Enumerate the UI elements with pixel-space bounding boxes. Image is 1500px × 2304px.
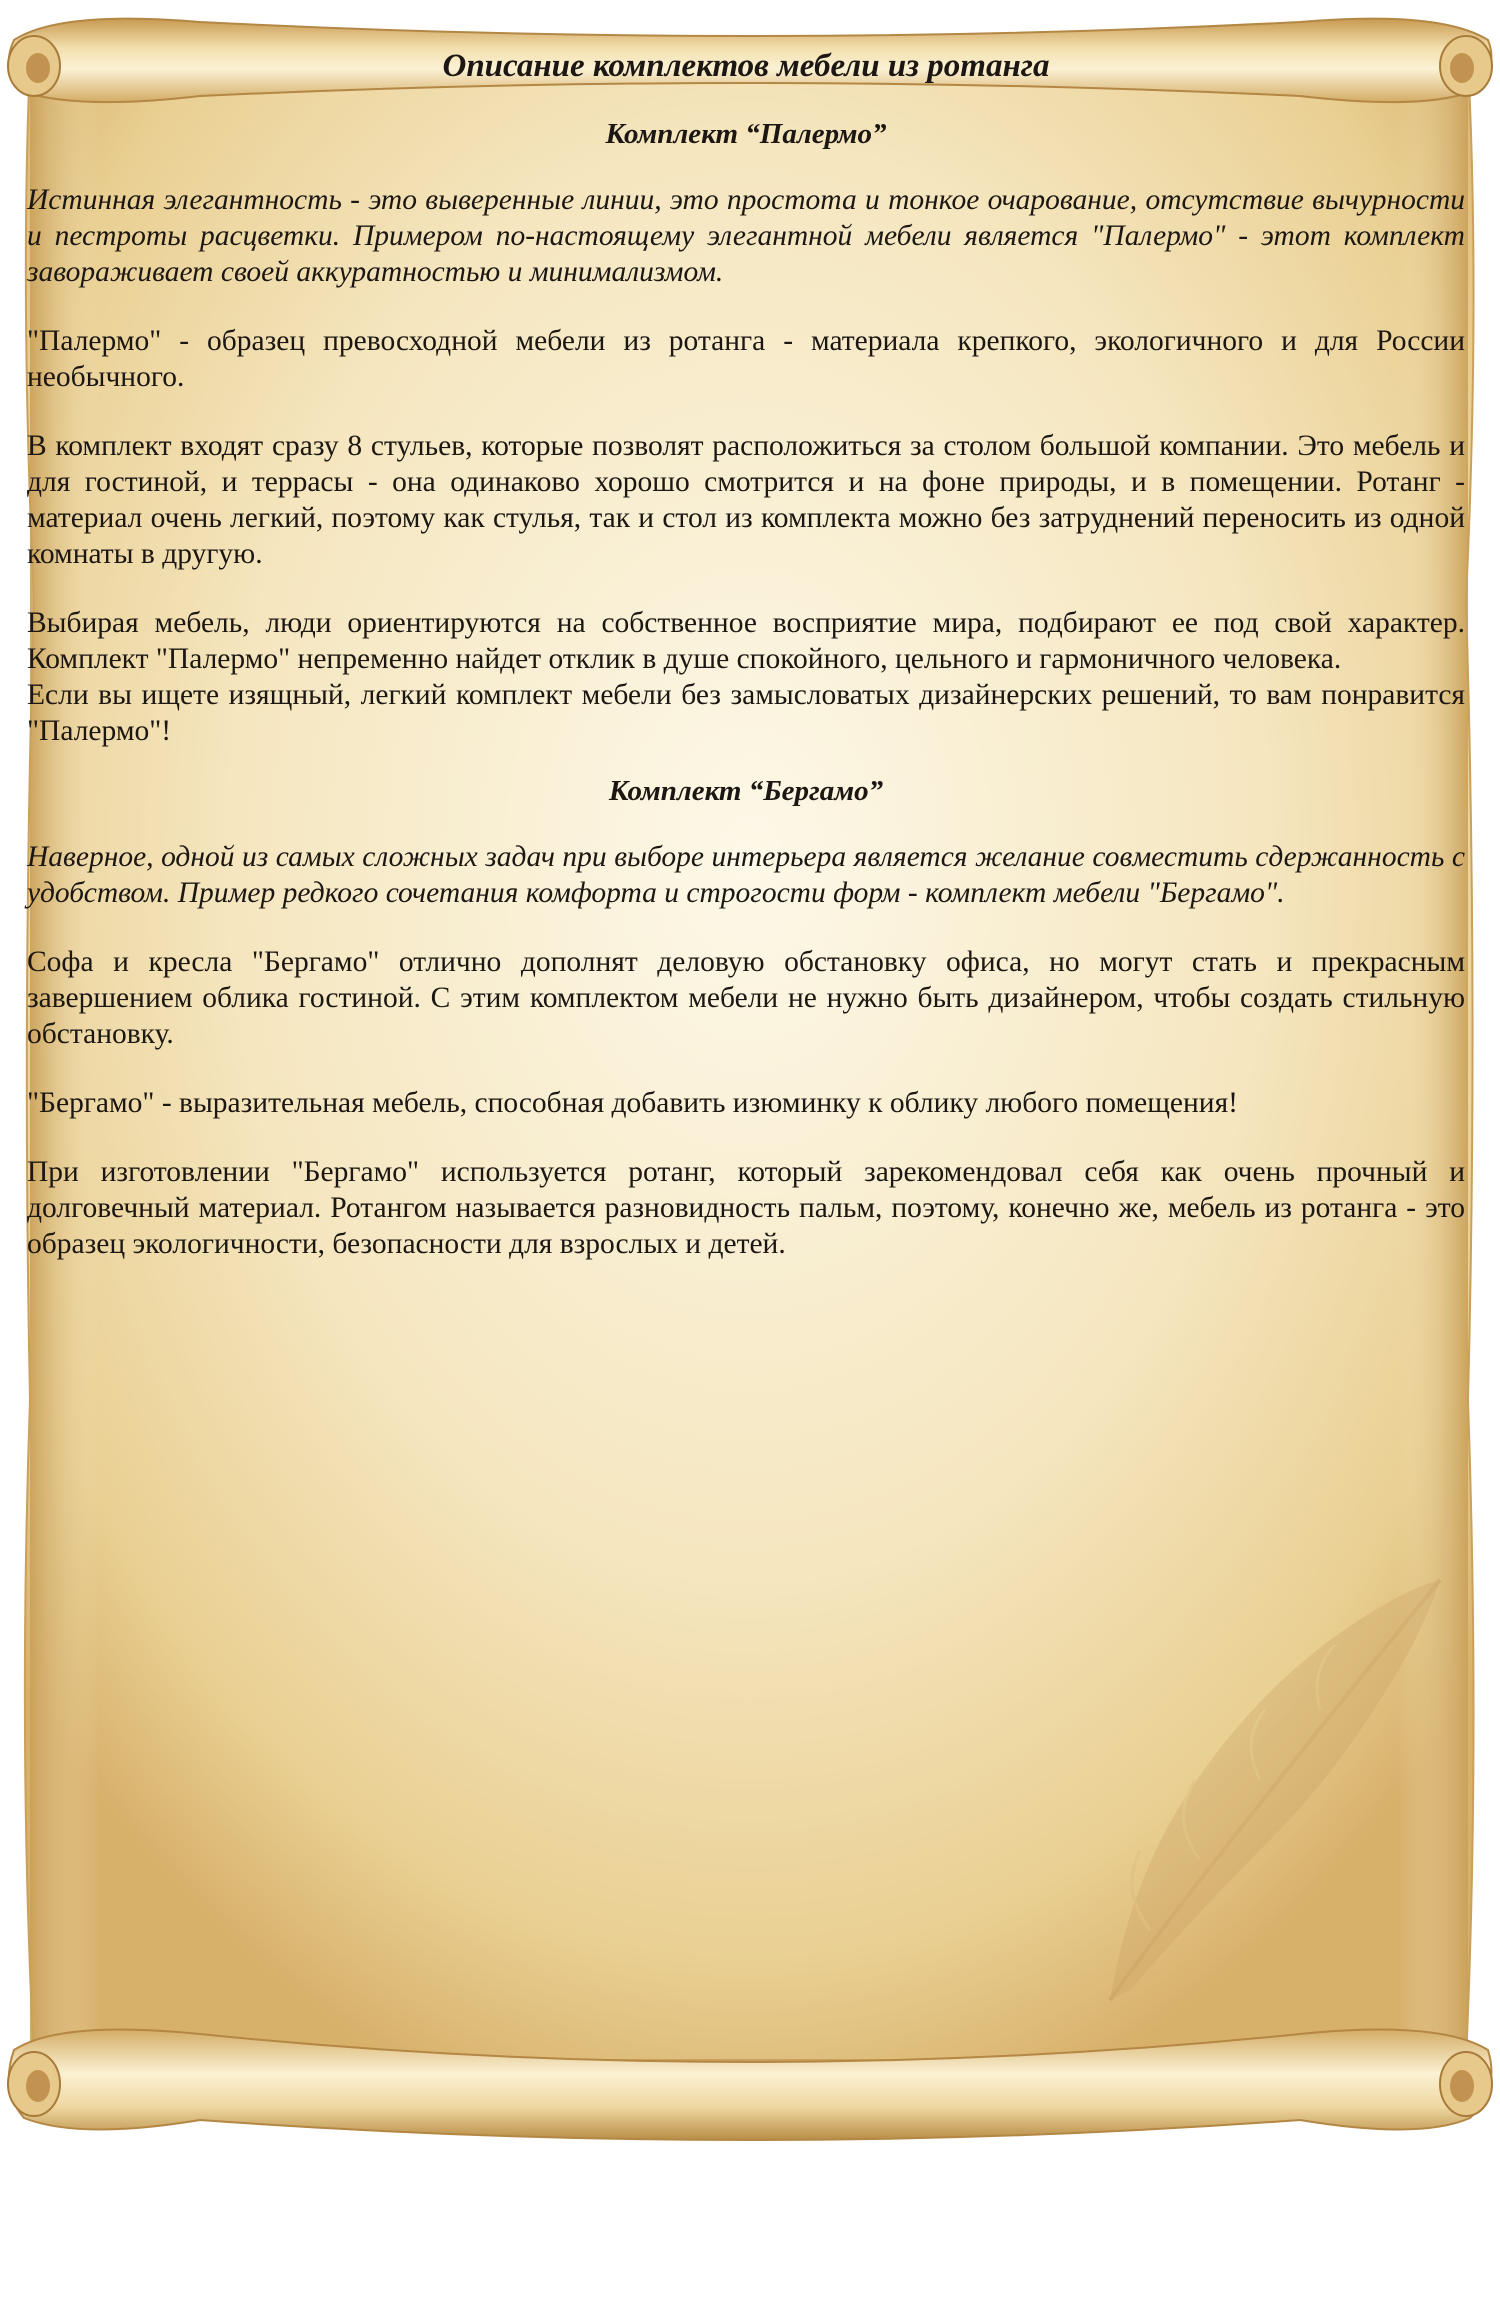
section-bergamo [27, 771, 1465, 1262]
bergamo-paragraph-3: При изготовлении "Бергамо" используется ротанг, который зарекомендовал себя как очень прочный и долговечный материал. Ротангом называется разновидность пальм, поэтому, конечно же, мебель из ротанга - это образец экологичности, безопасности для взрослых и детей. [27, 1156, 1465, 1260]
document-body [27, 44, 1465, 1262]
bergamo-paragraph-2: "Бергамо" - выразительная мебель, способная добавить изюминку к облику любого помещения! [27, 1087, 1238, 1119]
palermo-paragraph-3a: Выбирая мебель, люди ориентируются на собственное восприятие мира, подбирают ее под свой характер. Комплект "Палермо" непременно найдет отклик в душе спокойного, цельного и гармоничного человека. [27, 607, 1465, 675]
palermo-paragraph-1: "Палермо" - образец превосходной мебели из ротанга - материала крепкого, экологичного и для России необычного. [27, 325, 1465, 393]
section-heading-bergamo: Комплект “Бергамо” [608, 775, 884, 807]
document-title: Описание комплектов мебели из ротанга [442, 48, 1050, 84]
bergamo-intro-paragraph: Наверное, одной из самых сложных задач при выборе интерьера является желание совместить сдержанность с удобством. Пример редкого сочетания комфорта и строгости форм - комплект мебели "Бергамо". [27, 841, 1465, 909]
palermo-paragraph-2: В комплект входят сразу 8 стульев, которые позволят расположиться за столом большой компании. Это мебель и для гостиной, и террасы - она одинаково хорошо смотрится и на фоне природы, и в помещении. Ротанг - материал очень легкий, поэтому как стулья, так и стол из комплекта можно без затруднений переносить из одной комнаты в другую. [27, 430, 1465, 570]
palermo-intro-paragraph: Истинная элегантность - это выверенные линии, это простота и тонкое очарование, отсутствие вычурности и пестроты расцветки. Примером по-настоящему элегантной мебели является "Палермо" - этот комплект завораживает своей аккуратностью и минимализмом. [27, 184, 1465, 288]
palermo-paragraph-3b: Если вы ищете изящный, легкий комплект мебели без замысловатых дизайнерских решений, то вам понравится "Палермо"! [27, 679, 1465, 747]
bergamo-paragraph-1: Софа и кресла "Бергамо" отлично дополнят деловую обстановку офиса, но могут стать и прекрасным завершением облика гостиной. С этим комплектом мебели не нужно быть дизайнером, чтобы создать стильную обстановку. [27, 946, 1465, 1050]
section-palermo [27, 114, 1465, 749]
section-heading-palermo: Комплект “Палермо” [605, 118, 887, 150]
